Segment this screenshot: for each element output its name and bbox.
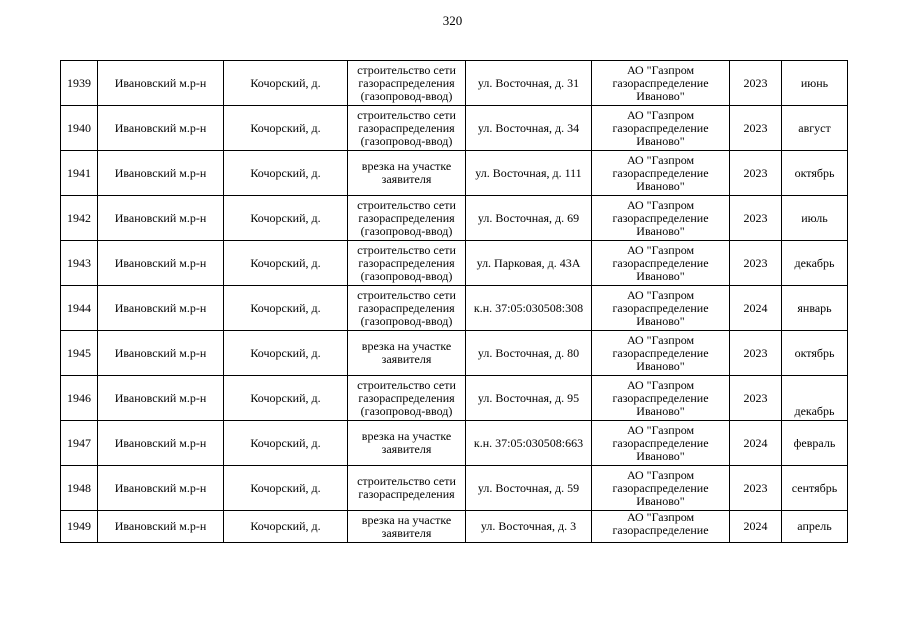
table-row xyxy=(61,376,848,421)
organization-cell: АО "Газпром газораспределение Иваново" xyxy=(592,421,730,466)
address-cell: ул. Восточная, д. 80 xyxy=(466,331,592,376)
district-cell: Ивановский м.р-н xyxy=(98,241,224,286)
organization-cell: АО "Газпром газораспределение Иваново" xyxy=(592,241,730,286)
month-cell: январь xyxy=(782,286,848,331)
table-row xyxy=(61,511,848,543)
month-cell: июнь xyxy=(782,61,848,106)
month-cell: декабрь xyxy=(782,241,848,286)
district-cell: Ивановский м.р-н xyxy=(98,376,224,421)
month-cell: декабрь xyxy=(782,376,848,421)
locality-cell: Кочорский, д. xyxy=(224,466,348,511)
work-type-cell: строительство сети газораспределения xyxy=(348,466,466,511)
row-number: 1939 xyxy=(61,61,98,106)
address-cell: ул. Восточная, д. 69 xyxy=(466,196,592,241)
work-type-cell: врезка на участке заявителя xyxy=(348,511,466,543)
year-cell: 2023 xyxy=(730,61,782,106)
locality-cell: Кочорский, д. xyxy=(224,151,348,196)
row-number: 1941 xyxy=(61,151,98,196)
month-cell: апрель xyxy=(782,511,848,543)
work-type-cell: строительство сети газораспределения (газопровод-ввод) xyxy=(348,61,466,106)
address-cell: ул. Восточная, д. 95 xyxy=(466,376,592,421)
district-cell: Ивановский м.р-н xyxy=(98,106,224,151)
address-cell: к.н. 37:05:030508:308 xyxy=(466,286,592,331)
year-cell: 2024 xyxy=(730,286,782,331)
table-row xyxy=(61,241,848,286)
table-row xyxy=(61,196,848,241)
district-cell: Ивановский м.р-н xyxy=(98,331,224,376)
year-cell: 2023 xyxy=(730,376,782,421)
organization-cell: АО "Газпром газораспределение Иваново" xyxy=(592,106,730,151)
district-cell: Ивановский м.р-н xyxy=(98,196,224,241)
work-type-cell: строительство сети газораспределения (газопровод-ввод) xyxy=(348,376,466,421)
table-row xyxy=(61,61,848,106)
locality-cell: Кочорский, д. xyxy=(224,286,348,331)
district-cell: Ивановский м.р-н xyxy=(98,61,224,106)
work-type-cell: строительство сети газораспределения (газопровод-ввод) xyxy=(348,106,466,151)
table-row xyxy=(61,331,848,376)
address-cell: ул. Восточная, д. 31 xyxy=(466,61,592,106)
year-cell: 2023 xyxy=(730,106,782,151)
table-row xyxy=(61,151,848,196)
year-cell: 2024 xyxy=(730,511,782,543)
address-cell: к.н. 37:05:030508:663 xyxy=(466,421,592,466)
organization-cell: АО "Газпром газораспределение Иваново" xyxy=(592,61,730,106)
locality-cell: Кочорский, д. xyxy=(224,421,348,466)
month-cell: октябрь xyxy=(782,331,848,376)
month-cell: февраль xyxy=(782,421,848,466)
row-number: 1945 xyxy=(61,331,98,376)
month-cell: сентябрь xyxy=(782,466,848,511)
organization-cell: АО "Газпром газораспределение xyxy=(592,511,730,543)
address-cell: ул. Восточная, д. 34 xyxy=(466,106,592,151)
row-number: 1942 xyxy=(61,196,98,241)
district-cell: Ивановский м.р-н xyxy=(98,151,224,196)
organization-cell: АО "Газпром газораспределение Иваново" xyxy=(592,466,730,511)
year-cell: 2024 xyxy=(730,421,782,466)
organization-cell: АО "Газпром газораспределение Иваново" xyxy=(592,151,730,196)
month-cell: октябрь xyxy=(782,151,848,196)
year-cell: 2023 xyxy=(730,241,782,286)
page-number: 320 xyxy=(442,13,463,28)
work-type-cell: строительство сети газораспределения (газопровод-ввод) xyxy=(348,286,466,331)
organization-cell: АО "Газпром газораспределение Иваново" xyxy=(592,331,730,376)
table-row xyxy=(61,421,848,466)
month-cell: август xyxy=(782,106,848,151)
month-cell: июль xyxy=(782,196,848,241)
district-cell: Ивановский м.р-н xyxy=(98,421,224,466)
district-cell: Ивановский м.р-н xyxy=(98,286,224,331)
locality-cell: Кочорский, д. xyxy=(224,511,348,543)
gas-connection-table xyxy=(60,60,848,543)
table-row xyxy=(61,106,848,151)
work-type-cell: строительство сети газораспределения (газопровод-ввод) xyxy=(348,241,466,286)
row-number: 1944 xyxy=(61,286,98,331)
work-type-cell: строительство сети газораспределения (газопровод-ввод) xyxy=(348,196,466,241)
work-type-cell: врезка на участке заявителя xyxy=(348,421,466,466)
organization-cell: АО "Газпром газораспределение Иваново" xyxy=(592,376,730,421)
row-number: 1946 xyxy=(61,376,98,421)
organization-cell: АО "Газпром газораспределение Иваново" xyxy=(592,196,730,241)
locality-cell: Кочорский, д. xyxy=(224,106,348,151)
work-type-cell: врезка на участке заявителя xyxy=(348,151,466,196)
locality-cell: Кочорский, д. xyxy=(224,376,348,421)
address-cell: ул. Восточная, д. 3 xyxy=(466,511,592,543)
address-cell: ул. Парковая, д. 43А xyxy=(466,241,592,286)
year-cell: 2023 xyxy=(730,151,782,196)
year-cell: 2023 xyxy=(730,331,782,376)
table-row xyxy=(61,466,848,511)
district-cell: Ивановский м.р-н xyxy=(98,466,224,511)
organization-cell: АО "Газпром газораспределение Иваново" xyxy=(592,286,730,331)
work-type-cell: врезка на участке заявителя xyxy=(348,331,466,376)
locality-cell: Кочорский, д. xyxy=(224,196,348,241)
table-row xyxy=(61,286,848,331)
row-number: 1948 xyxy=(61,466,98,511)
row-number: 1947 xyxy=(61,421,98,466)
district-cell: Ивановский м.р-н xyxy=(98,511,224,543)
year-cell: 2023 xyxy=(730,466,782,511)
address-cell: ул. Восточная, д. 59 xyxy=(466,466,592,511)
address-cell: ул. Восточная, д. 111 xyxy=(466,151,592,196)
row-number: 1949 xyxy=(61,511,98,543)
locality-cell: Кочорский, д. xyxy=(224,241,348,286)
row-number: 1943 xyxy=(61,241,98,286)
locality-cell: Кочорский, д. xyxy=(224,61,348,106)
row-number: 1940 xyxy=(61,106,98,151)
locality-cell: Кочорский, д. xyxy=(224,331,348,376)
year-cell: 2023 xyxy=(730,196,782,241)
